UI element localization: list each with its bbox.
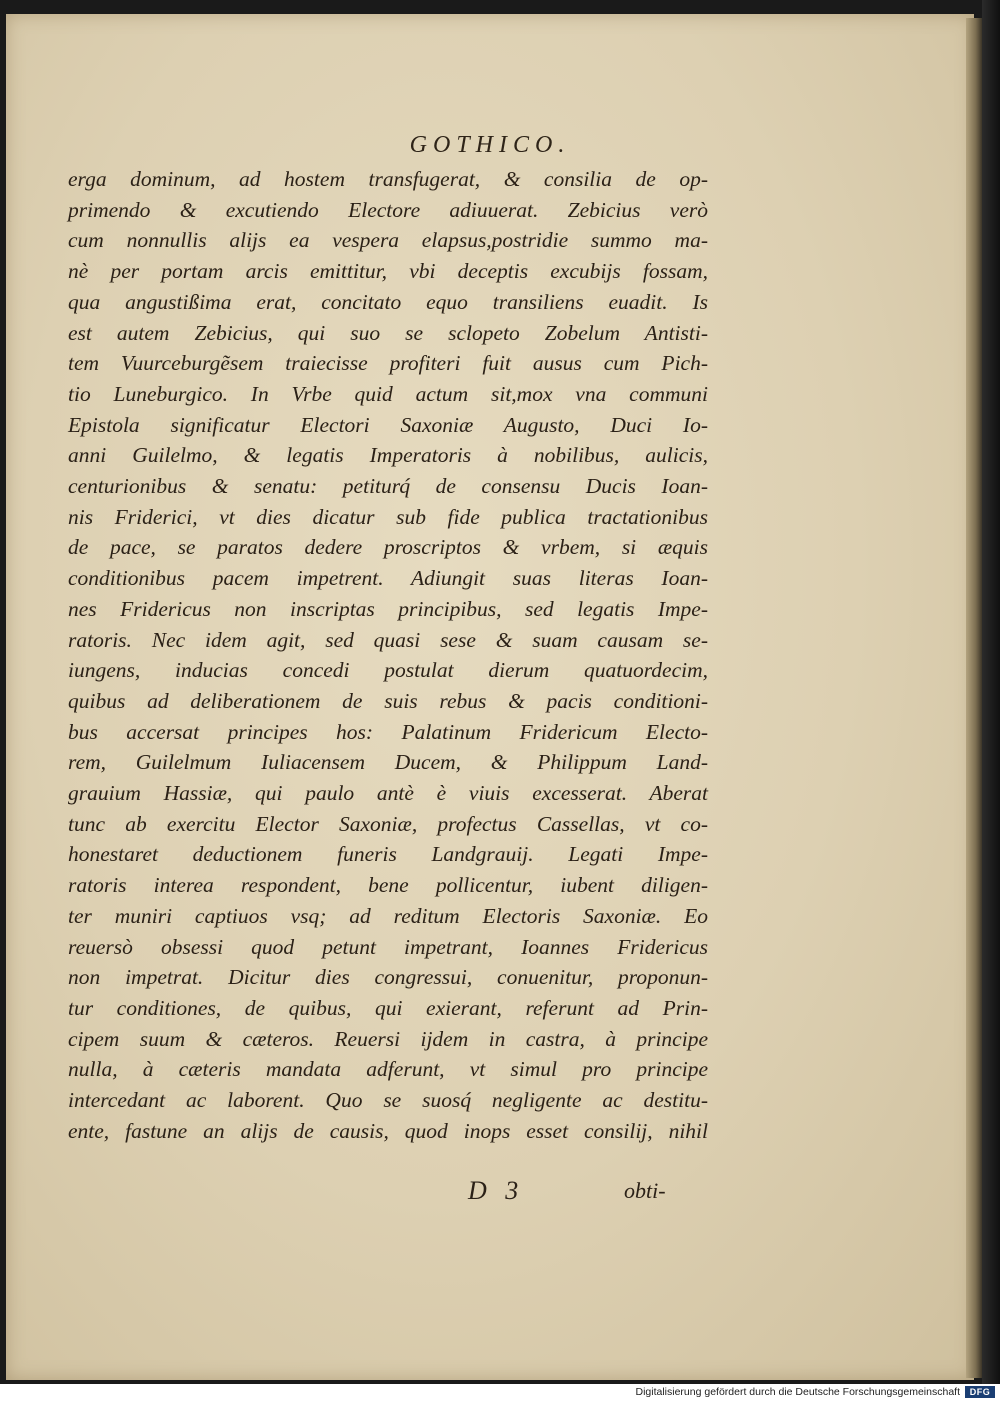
text-line: tur conditiones, de quibus, qui exierant, referunt ad Prin-: [68, 995, 708, 1020]
text-line: qua angustißima erat, concitato equo transiliens euadit. Is: [68, 289, 708, 314]
text-line: iungens, inducias concedi postulat dierum quatuordecim,: [68, 658, 708, 683]
text-line: nè per portam arcis emittitur, vbi deceptis excubijs fossam,: [68, 259, 708, 284]
book-page: [6, 14, 974, 1380]
body-text: [68, 164, 708, 1147]
text-line: non impetrat. Dicitur dies congressui, conuenitur, proponun-: [68, 965, 708, 990]
text-line: anni Guilelmo, & legatis Imperatoris à nobilibus, aulicis,: [68, 443, 708, 468]
binding-spine: [982, 0, 1000, 1384]
text-line: reuersò obsessi quod petunt impetrant, Ioannes Fridericus: [68, 934, 708, 959]
text-line: est autem Zebicius, qui suo se sclopeto Zobelum Antisti-: [68, 320, 708, 345]
text-line: intercedant ac laborent. Quo se suosq́ negligente ac destitu-: [68, 1088, 708, 1113]
text-line: rem, Guilelmum Iuliacensem Ducem, & Philippum Land-: [68, 750, 708, 775]
text-line: tem Vuurceburgẽsem traiecisse profiteri fuit ausus cum Pich-: [68, 351, 708, 376]
text-line: bus accersat principes hos: Palatinum Fridericum Electo-: [68, 719, 708, 744]
catchword: obti-: [624, 1178, 666, 1203]
text-line: tunc ab exercitu Elector Saxoniæ, profectus Cassellas, vt co-: [68, 811, 708, 836]
text-line: centurionibus & senatu: petiturq́ de consensu Ducis Ioan-: [68, 474, 708, 499]
text-line: tio Luneburgico. In Vrbe quid actum sit,mox vna communi: [68, 381, 708, 406]
running-title: GOTHICO.: [409, 132, 571, 158]
text-line: ente, fastune an alijs de causis, quod inops esset consilij, nihil: [68, 1118, 708, 1143]
text-line: erga dominum, ad hostem transfugerat, & consilia de op-: [68, 167, 708, 191]
text-line: primendo & excutiendo Electore adiuuerat. Zebicius verò: [68, 197, 708, 222]
text-line: honestaret deductionem funeris Landgrauij. Legati Impe-: [68, 842, 708, 867]
footer-credit: Digitalisierung gefördert durch die Deutsche Forschungsgemeinschaft: [635, 1386, 960, 1398]
text-line: grauium Hassiæ, qui paulo antè è viuis excesserat. Aberat: [68, 781, 708, 806]
text-line: cum nonnullis alijs ea vespera elapsus,postridie summo ma-: [68, 228, 708, 253]
text-line: ratoris. Nec idem agit, sed quasi sese & suam causam se-: [68, 627, 708, 652]
text-line: Epistola significatur Electori Saxoniæ Augusto, Duci Io-: [68, 412, 708, 437]
text-line: nis Friderici, vt dies dicatur sub fide publica tractationibus: [68, 504, 708, 529]
text-line: nulla, à cæteris mandata adferunt, vt simul pro principe: [68, 1057, 708, 1082]
text-line: ratoris interea respondent, bene pollicentur, iubent diligen-: [68, 873, 708, 898]
dfg-logo-icon: DFG: [965, 1386, 995, 1398]
text-line: de pace, se paratos dedere proscriptos & vrbem, si æquis: [68, 535, 708, 560]
page-edge: [966, 18, 982, 1378]
signature-mark: D 3: [468, 1176, 525, 1205]
text-line: conditionibus pacem impetrent. Adiungit suas literas Ioan-: [68, 566, 708, 591]
text-line: nes Fridericus non inscriptas principibus, sed legatis Impe-: [68, 596, 708, 621]
text-line: ter muniri captiuos vsq; ad reditum Electoris Saxoniæ. Eo: [68, 903, 708, 928]
text-line: cipem suum & cæteros. Reuersi ijdem in castra, à principe: [68, 1026, 708, 1051]
text-line: quibus ad deliberationem de suis rebus & pacis conditioni-: [68, 688, 708, 713]
